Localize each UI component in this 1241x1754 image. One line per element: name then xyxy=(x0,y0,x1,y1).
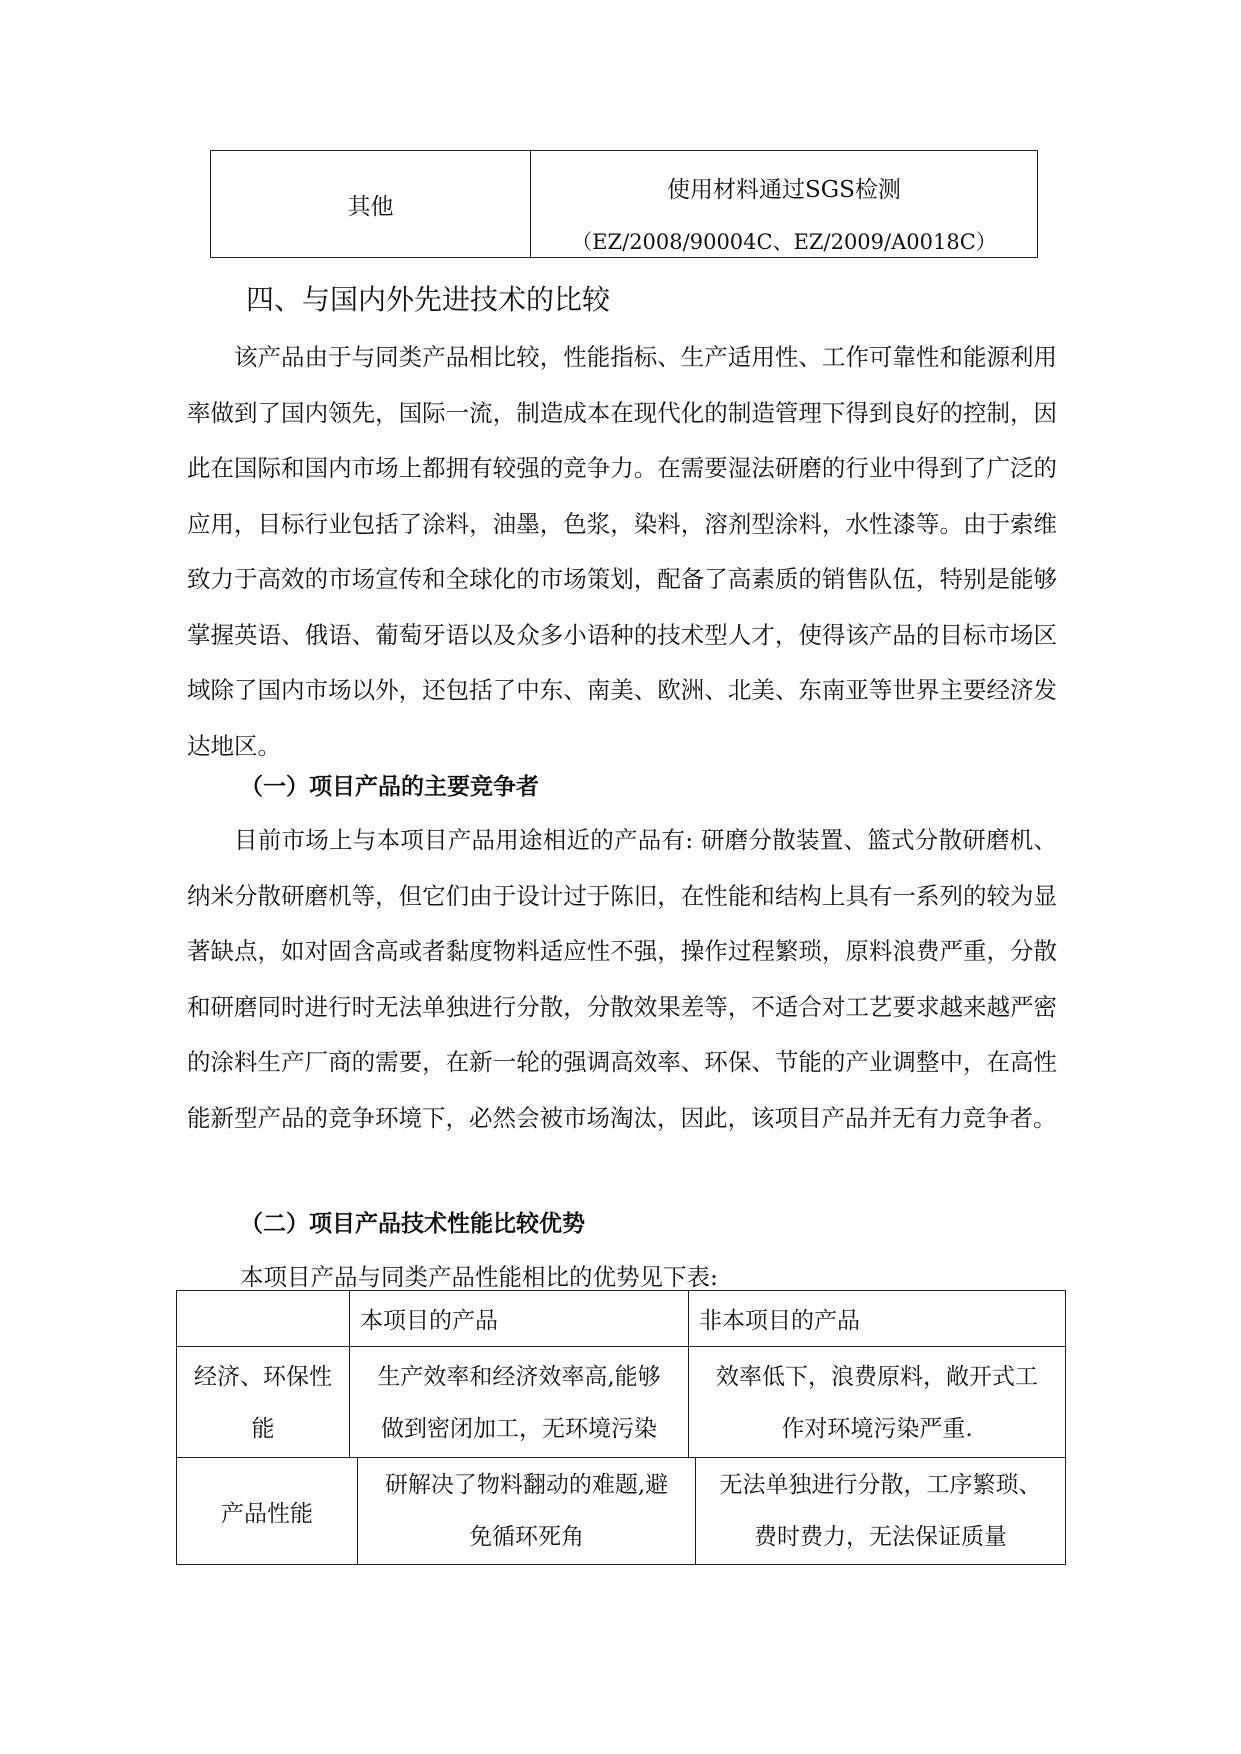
header-empty-cell xyxy=(177,1291,350,1346)
compare-row-performance xyxy=(176,1457,1066,1565)
compare-header-row xyxy=(176,1290,1066,1347)
header-ours: 本项目的产品 xyxy=(350,1291,689,1346)
materials-value xyxy=(531,151,1037,257)
header-theirs: 非本项目的产品 xyxy=(699,1308,860,1334)
materials-label: 其他 xyxy=(211,151,531,257)
row1-ours: 生产效率和经济效率高,能够 做到密闭加工，无环境污染 xyxy=(377,1363,661,1442)
materials-table xyxy=(210,150,1038,258)
row1-label: 经济、环保性 能 xyxy=(194,1363,332,1442)
table-intro: 本项目产品与同类产品性能相比的优势见下表: xyxy=(240,1263,718,1291)
row1-theirs: 效率低下，浪费原料，敞开式工 作对环境污染严重. xyxy=(716,1363,1038,1442)
materials-value-line2: （EZ/2008/90004C、EZ/2009/A0018C） xyxy=(571,230,997,254)
row2-theirs: 无法单独进行分散，工序繁琐、 费时费力，无法保证质量 xyxy=(719,1472,1042,1550)
comparison-paragraph: 该产品由于与同类产品相比较，性能指标、生产适用性、工作可靠性和能源利用率做到了国内领先，国际一流，制造成本在现代化的制造管理下得到良好的控制，因此在国际和国内市场上都拥有较强的竞争力。在需要湿法研磨的行业中得到了广泛的应用，目标行业包括了涂料，油墨，色浆，染料，溶剂型涂料，水性漆等。由于索维致力于高效的市场宣传和全球化的市场策划，配备了高素质的销售队伍，特别是能够掌握英语、俄语、葡萄牙语以及众多小语种的技术型人才，使得该产品的目标市场区域除了国内市场以外，还包括了中东、南美、欧洲、北美、东南亚等世界主要经济发达地区。 xyxy=(187,343,1057,760)
section-heading: 四、与国内外先进技术的比较 xyxy=(246,283,611,316)
advantages-subheading: （二）项目产品技术性能比较优势 xyxy=(240,1211,585,1237)
competitors-subheading: （一）项目产品的主要竞争者 xyxy=(240,774,539,800)
compare-row-environment xyxy=(176,1346,1066,1458)
row2-ours: 研解决了物料翻动的难题,避 免循环死角 xyxy=(384,1472,669,1550)
materials-value-line1: 使用材料通过SGS检测 xyxy=(667,177,901,203)
row2-label: 产品性能 xyxy=(177,1458,358,1564)
competitors-paragraph: 目前市场上与本项目产品用途相近的产品有: 研磨分散装置、篮式分散研磨机、纳米分散研磨机等，但它们由于设计过于陈旧，在性能和结构上具有一系列的较为显著缺点，如对固含高或者黏度物料适应性不强，操作过程繁琐，原料浪费严重，分散和研磨同时进行时无法单独进行分散，分散效果差等，不适合对工艺要求越来越严密的涂料生产厂商的需要，在新一轮的强调高效率、环保、节能的产业调整中，在高性能新型产品的竞争环境下，必然会被市场淘汰，因此，该项目产品并无有力竞争者。 xyxy=(187,826,1057,1132)
